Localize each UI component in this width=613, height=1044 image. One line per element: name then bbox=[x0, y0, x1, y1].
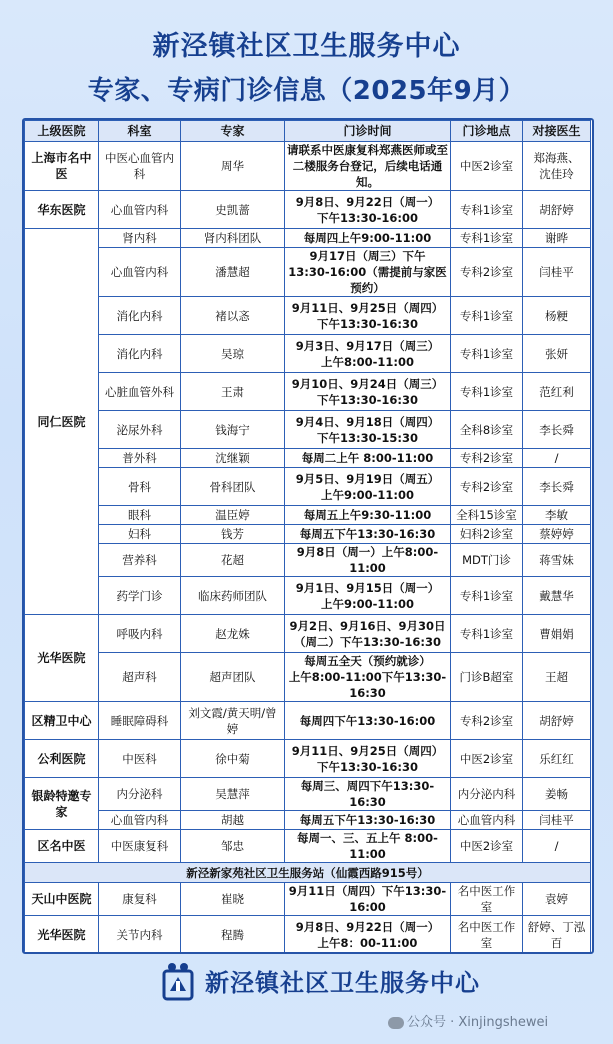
table-row bbox=[25, 248, 591, 297]
hospital-cell: 光华医院 bbox=[25, 916, 99, 954]
doctor-cell: 潘慧超 bbox=[181, 248, 285, 297]
location-cell: 专科1诊室 bbox=[451, 577, 523, 615]
table-row bbox=[25, 778, 591, 811]
liaison-cell: 杨粳 bbox=[523, 297, 591, 335]
table-row bbox=[25, 653, 591, 702]
location-cell: 专科1诊室 bbox=[451, 297, 523, 335]
liaison-cell: 蒋雪妹 bbox=[523, 544, 591, 577]
section-banner-row bbox=[25, 954, 591, 955]
table-row bbox=[25, 830, 591, 863]
liaison-cell: / bbox=[523, 449, 591, 468]
hospital-cell: 上海市名中医 bbox=[25, 142, 99, 191]
wechat-watermark bbox=[388, 1011, 548, 1030]
location-cell: 专科2诊室 bbox=[451, 468, 523, 506]
hospital-cell: 光华医院 bbox=[25, 615, 99, 702]
location-cell: 妇科2诊室 bbox=[451, 525, 523, 544]
dept-cell: 心血管内科 bbox=[99, 811, 181, 830]
location-cell: 专科2诊室 bbox=[451, 702, 523, 740]
dept-cell: 普外科 bbox=[99, 449, 181, 468]
hospital-cell: 区精卫中心 bbox=[25, 702, 99, 740]
location-cell: 心血管内科 bbox=[451, 811, 523, 830]
schedule-table bbox=[24, 120, 591, 954]
liaison-cell: 乐红红 bbox=[523, 740, 591, 778]
table-row bbox=[25, 544, 591, 577]
doctor-cell: 程腾 bbox=[181, 916, 285, 954]
liaison-cell: 闫桂平 bbox=[523, 248, 591, 297]
location-cell: 专科2诊室 bbox=[451, 248, 523, 297]
liaison-cell: 胡舒婷 bbox=[523, 702, 591, 740]
location-cell: 中医2诊室 bbox=[451, 830, 523, 863]
liaison-cell: 李敏 bbox=[523, 506, 591, 525]
col-header-location: 门诊地点 bbox=[451, 121, 523, 142]
time-cell: 每周四下午13:30-16:00 bbox=[285, 702, 451, 740]
doctor-cell: 褚以忞 bbox=[181, 297, 285, 335]
time-cell: 每周二上午 8:00-11:00 bbox=[285, 449, 451, 468]
table-row bbox=[25, 297, 591, 335]
liaison-cell: 胡舒婷 bbox=[523, 191, 591, 229]
location-cell: 名中医工作室 bbox=[451, 916, 523, 954]
doctor-cell: 史凯蔷 bbox=[181, 191, 285, 229]
location-cell: 全科15诊室 bbox=[451, 506, 523, 525]
doctor-cell: 钱芳 bbox=[181, 525, 285, 544]
dept-cell: 内分泌科 bbox=[99, 778, 181, 811]
time-cell: 9月10日、9月24日（周三） 下午13:30-16:30 bbox=[285, 373, 451, 411]
time-cell: 每周五下午13:30-16:30 bbox=[285, 525, 451, 544]
hospital-cell: 公利医院 bbox=[25, 740, 99, 778]
dept-cell: 呼吸内科 bbox=[99, 615, 181, 653]
time-cell: 9月5日、9月19日（周五） 上午9:00-11:00 bbox=[285, 468, 451, 506]
location-cell: 专科1诊室 bbox=[451, 373, 523, 411]
doctor-cell: 王肃 bbox=[181, 373, 285, 411]
location-cell: 专科1诊室 bbox=[451, 335, 523, 373]
dept-cell: 心血管内科 bbox=[99, 191, 181, 229]
location-cell: 专科1诊室 bbox=[451, 191, 523, 229]
location-cell: 名中医工作室 bbox=[451, 883, 523, 916]
location-cell: 专科1诊室 bbox=[451, 615, 523, 653]
col-header-time: 门诊时间 bbox=[285, 121, 451, 142]
doctor-cell: 刘文霞/黄天明/曾婷 bbox=[181, 702, 285, 740]
liaison-cell: 郑海燕、 沈佳玲 bbox=[523, 142, 591, 191]
dept-cell: 消化内科 bbox=[99, 335, 181, 373]
table-header-row bbox=[25, 121, 591, 142]
liaison-cell: 张妍 bbox=[523, 335, 591, 373]
dept-cell: 泌尿外科 bbox=[99, 411, 181, 449]
doctor-cell: 邹忠 bbox=[181, 830, 285, 863]
table-row bbox=[25, 702, 591, 740]
table-body bbox=[25, 142, 591, 955]
time-cell: 每周五全天（预约就诊） 上午8:00-11:00下午13:30-16:30 bbox=[285, 653, 451, 702]
doctor-cell: 肾内科团队 bbox=[181, 229, 285, 248]
time-cell: 9月2日、9月16日、9月30日 （周二）下午13:30-16:30 bbox=[285, 615, 451, 653]
dept-cell: 中医康复科 bbox=[99, 830, 181, 863]
doctor-cell: 花超 bbox=[181, 544, 285, 577]
location-cell: 专科1诊室 bbox=[451, 229, 523, 248]
table-row bbox=[25, 506, 591, 525]
doctor-cell: 赵龙姝 bbox=[181, 615, 285, 653]
hospital-cell: 区名中医 bbox=[25, 830, 99, 863]
time-cell: 9月8日、9月22日（周一） 下午13:30-16:00 bbox=[285, 191, 451, 229]
table-row bbox=[25, 883, 591, 916]
table-row bbox=[25, 468, 591, 506]
liaison-cell: 闫桂平 bbox=[523, 811, 591, 830]
dept-cell: 心血管内科 bbox=[99, 248, 181, 297]
time-cell: 9月17日（周三）下午 13:30-16:00（需提前与家医预约） bbox=[285, 248, 451, 297]
liaison-cell: 李长舜 bbox=[523, 468, 591, 506]
dept-cell: 骨科 bbox=[99, 468, 181, 506]
liaison-cell: / bbox=[523, 830, 591, 863]
dept-cell: 妇科 bbox=[99, 525, 181, 544]
table-row bbox=[25, 811, 591, 830]
dept-cell: 超声科 bbox=[99, 653, 181, 702]
section-banner bbox=[25, 954, 591, 955]
doctor-cell: 骨科团队 bbox=[181, 468, 285, 506]
table-row bbox=[25, 525, 591, 544]
table-row bbox=[25, 411, 591, 449]
time-cell: 9月3日、9月17日（周三） 上午8:00-11:00 bbox=[285, 335, 451, 373]
section-banner-row bbox=[25, 863, 591, 883]
col-header-hospital: 上级医院 bbox=[25, 121, 99, 142]
footer-org-name: 新泾镇社区卫生服务中心 bbox=[205, 969, 480, 997]
table-row bbox=[25, 615, 591, 653]
doctor-cell: 周华 bbox=[181, 142, 285, 191]
table-row bbox=[25, 142, 591, 191]
liaison-cell: 舒婷、丁泓百 bbox=[523, 916, 591, 954]
time-cell: 每周四上午9:00-11:00 bbox=[285, 229, 451, 248]
time-cell: 9月4日、9月18日（周四） 下午13:30-15:30 bbox=[285, 411, 451, 449]
time-cell: 每周一、三、五上午 8:00-11:00 bbox=[285, 830, 451, 863]
liaison-cell: 范红利 bbox=[523, 373, 591, 411]
dept-cell: 心脏血管外科 bbox=[99, 373, 181, 411]
time-cell: 9月11日、9月25日（周四） 下午13:30-16:30 bbox=[285, 740, 451, 778]
doctor-cell: 胡越 bbox=[181, 811, 285, 830]
table-row bbox=[25, 373, 591, 411]
doctor-cell: 徐中菊 bbox=[181, 740, 285, 778]
schedule-panel bbox=[22, 118, 594, 954]
time-cell: 9月11日、9月25日（周四） 下午13:30-16:30 bbox=[285, 297, 451, 335]
table-row bbox=[25, 577, 591, 615]
doctor-cell: 钱海宁 bbox=[181, 411, 285, 449]
doctor-cell: 吴慧萍 bbox=[181, 778, 285, 811]
liaison-cell: 戴慧华 bbox=[523, 577, 591, 615]
time-cell: 9月8日（周一）上午8:00-11:00 bbox=[285, 544, 451, 577]
col-header-liaison: 对接医生 bbox=[523, 121, 591, 142]
location-cell: MDT门诊 bbox=[451, 544, 523, 577]
dept-cell: 中医心血管内科 bbox=[99, 142, 181, 191]
section-banner: 新泾新家苑社区卫生服务站（仙霞西路915号） bbox=[25, 863, 591, 883]
dept-cell: 关节内科 bbox=[99, 916, 181, 954]
dept-cell: 营养科 bbox=[99, 544, 181, 577]
liaison-cell: 李长舜 bbox=[523, 411, 591, 449]
liaison-cell: 谢晔 bbox=[523, 229, 591, 248]
table-row bbox=[25, 335, 591, 373]
table-row bbox=[25, 916, 591, 954]
time-cell: 9月1日、9月15日（周一） 上午9:00-11:00 bbox=[285, 577, 451, 615]
table-row bbox=[25, 740, 591, 778]
col-header-doctor: 专家 bbox=[181, 121, 285, 142]
time-cell: 请联系中医康复科郑燕医师或至 二楼服务台登记，后续电话通知。 bbox=[285, 142, 451, 191]
page-title: 新泾镇社区卫生服务中心 bbox=[152, 31, 461, 62]
time-cell: 9月11日（周四）下午13:30-16:00 bbox=[285, 883, 451, 916]
doctor-cell: 超声团队 bbox=[181, 653, 285, 702]
time-cell: 9月8日、9月22日（周一） 上午8：00-11:00 bbox=[285, 916, 451, 954]
time-cell: 每周五上午9:30-11:00 bbox=[285, 506, 451, 525]
wechat-label: 公众号 · Xinjingshewei bbox=[407, 1015, 549, 1030]
wechat-icon bbox=[388, 1017, 404, 1029]
dept-cell: 肾内科 bbox=[99, 229, 181, 248]
page-subtitle: 专家、专病门诊信息（2025年9月） bbox=[87, 76, 526, 106]
location-cell: 门诊B超室 bbox=[451, 653, 523, 702]
time-cell: 每周五下午13:30-16:30 bbox=[285, 811, 451, 830]
dept-cell: 中医科 bbox=[99, 740, 181, 778]
doctor-cell: 沈继颖 bbox=[181, 449, 285, 468]
hospital-cell: 天山中医院 bbox=[25, 883, 99, 916]
logo-icon bbox=[162, 961, 194, 1001]
location-cell: 内分泌内科 bbox=[451, 778, 523, 811]
hospital-cell: 华东医院 bbox=[25, 191, 99, 229]
liaison-cell: 姜畅 bbox=[523, 778, 591, 811]
hospital-cell: 银龄特邀专家 bbox=[25, 778, 99, 830]
hospital-cell: 同仁医院 bbox=[25, 229, 99, 615]
table-row bbox=[25, 191, 591, 229]
doctor-cell: 崔晓 bbox=[181, 883, 285, 916]
doctor-cell: 临床药师团队 bbox=[181, 577, 285, 615]
table-row bbox=[25, 229, 591, 248]
dept-cell: 眼科 bbox=[99, 506, 181, 525]
dept-cell: 睡眠障碍科 bbox=[99, 702, 181, 740]
dept-cell: 康复科 bbox=[99, 883, 181, 916]
dept-cell: 消化内科 bbox=[99, 297, 181, 335]
doctor-cell: 吴琼 bbox=[181, 335, 285, 373]
location-cell: 全科8诊室 bbox=[451, 411, 523, 449]
dept-cell: 药学门诊 bbox=[99, 577, 181, 615]
location-cell: 中医2诊室 bbox=[451, 740, 523, 778]
liaison-cell: 袁婷 bbox=[523, 883, 591, 916]
liaison-cell: 王超 bbox=[523, 653, 591, 702]
time-cell: 每周三、周四下午13:30-16:30 bbox=[285, 778, 451, 811]
liaison-cell: 蔡婷婷 bbox=[523, 525, 591, 544]
col-header-dept: 科室 bbox=[99, 121, 181, 142]
location-cell: 专科2诊室 bbox=[451, 449, 523, 468]
location-cell: 中医2诊室 bbox=[451, 142, 523, 191]
table-row bbox=[25, 449, 591, 468]
doctor-cell: 温臣婷 bbox=[181, 506, 285, 525]
liaison-cell: 曹娟娟 bbox=[523, 615, 591, 653]
